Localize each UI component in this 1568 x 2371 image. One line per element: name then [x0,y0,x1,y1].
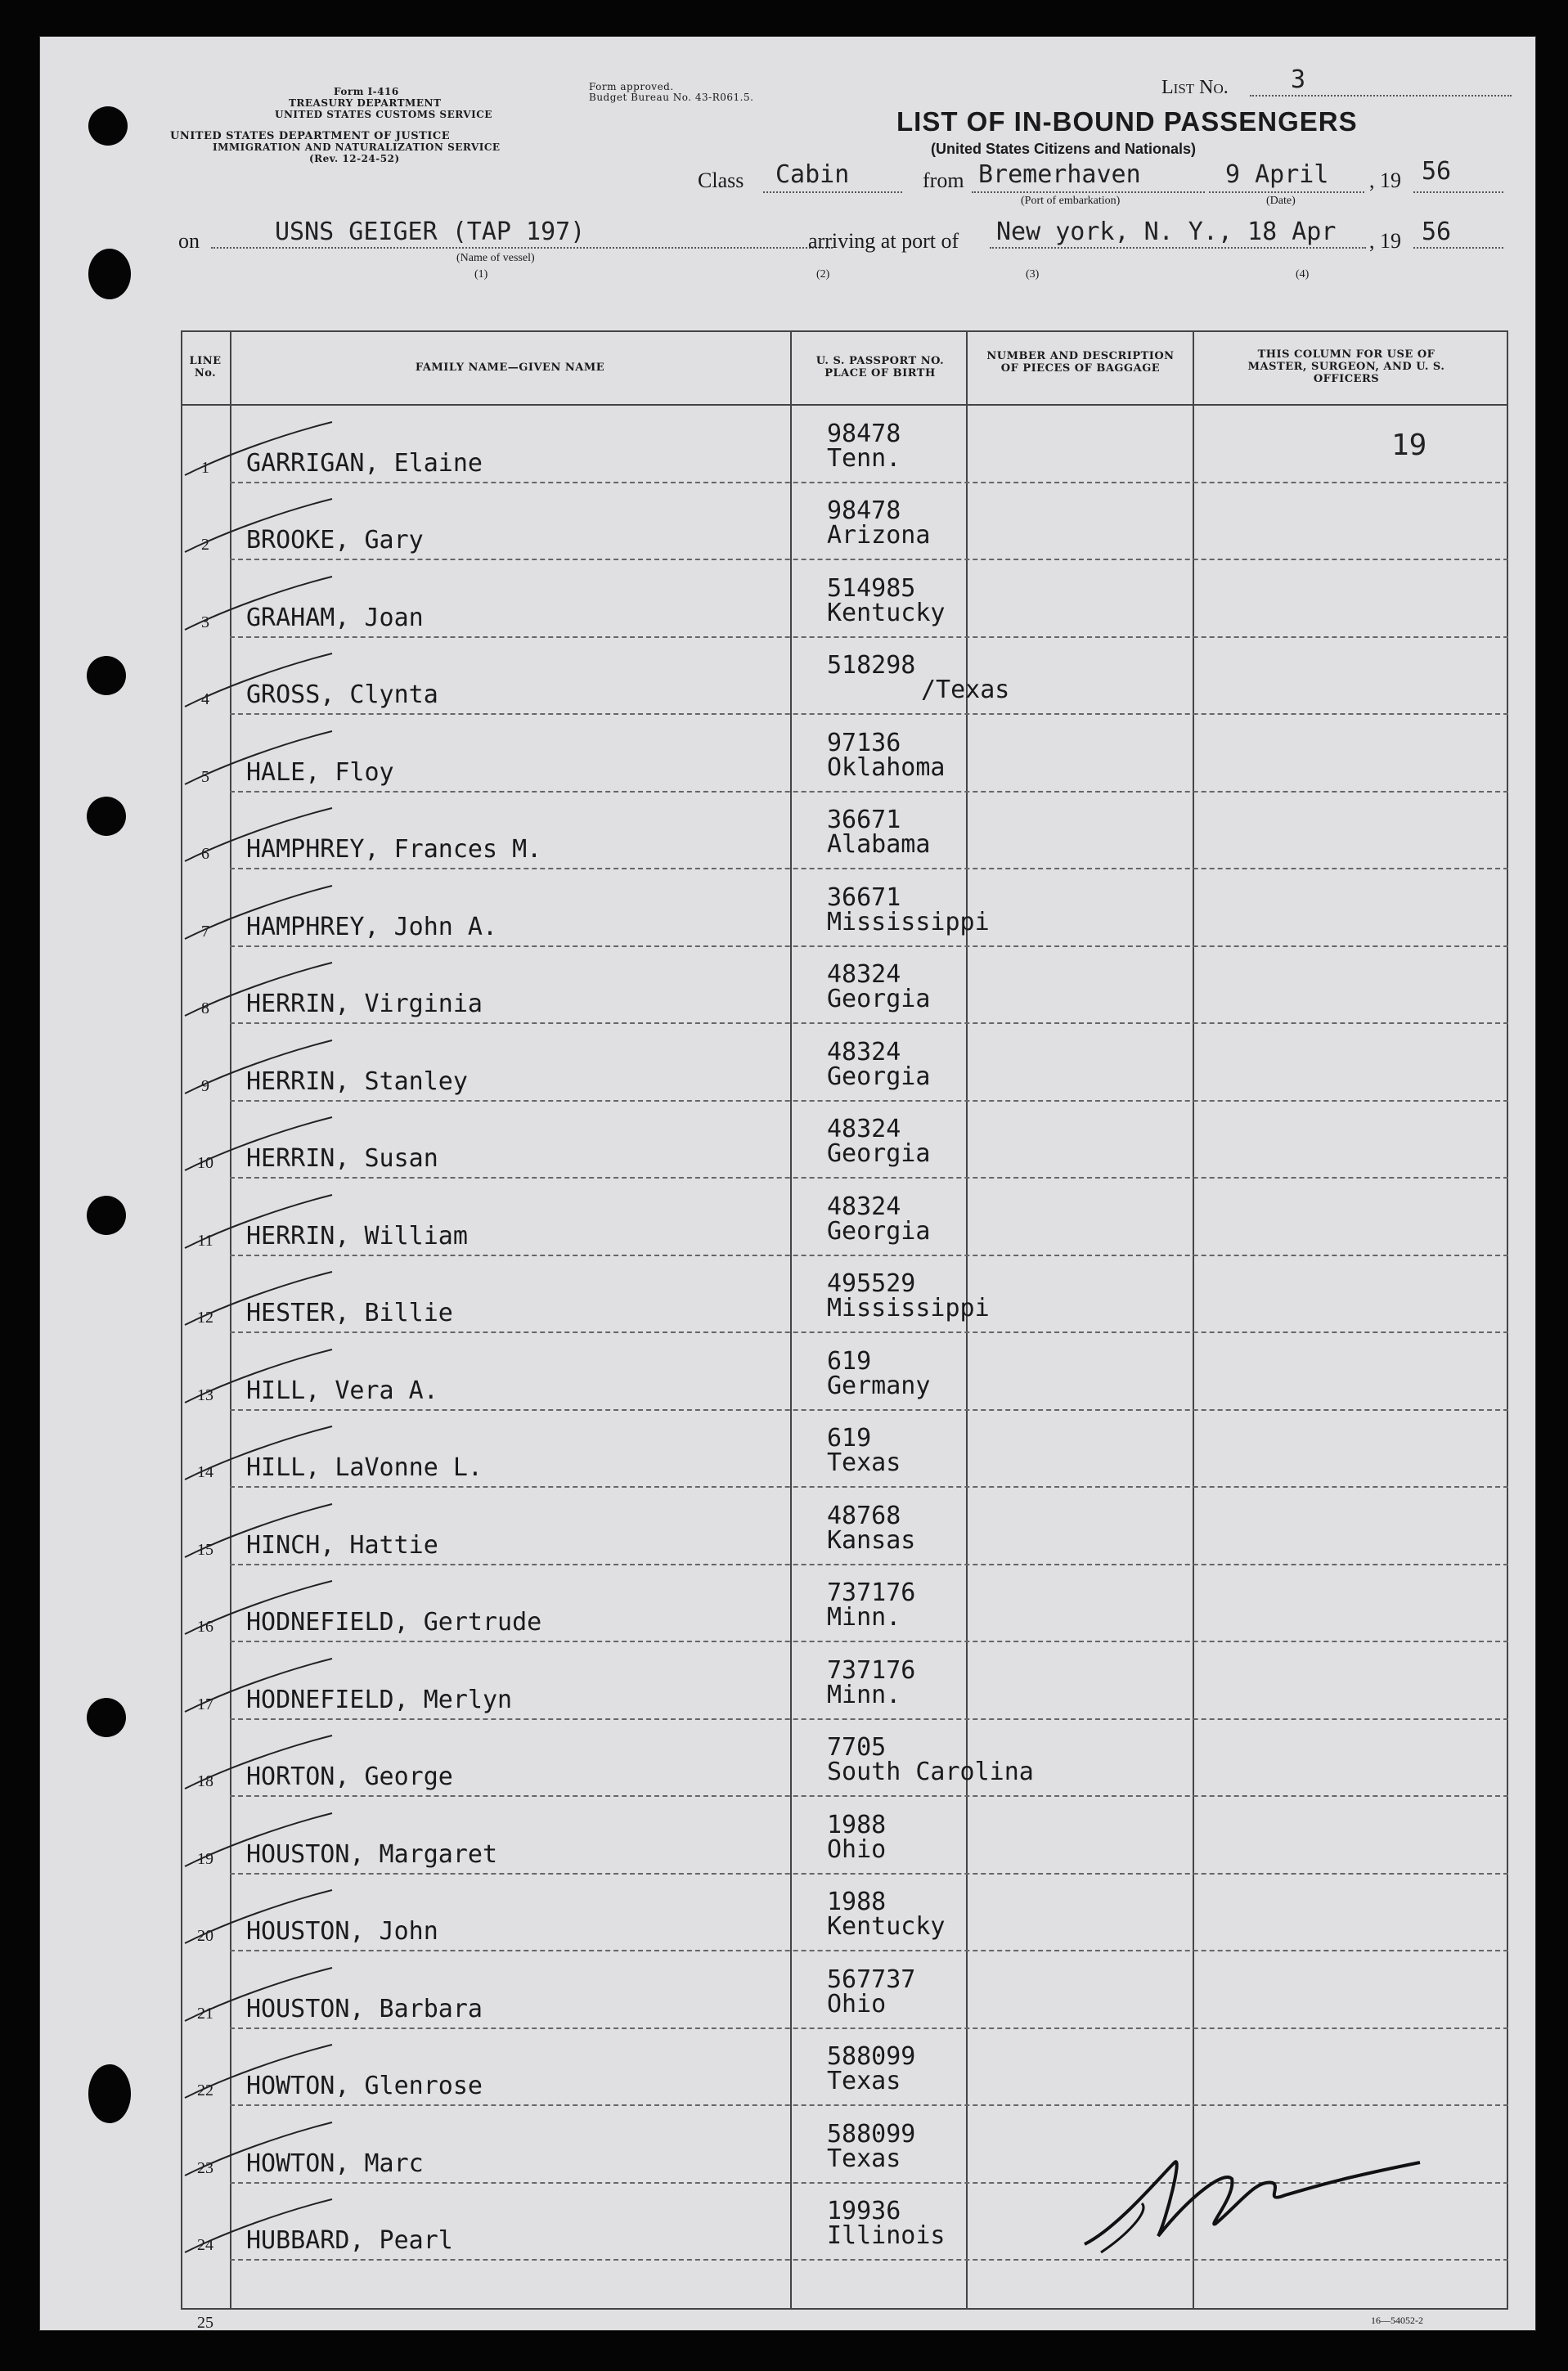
header-line-no: LINE No. [189,355,222,379]
row-divider [230,1873,1508,1875]
place-of-birth: Georgia [827,1216,931,1246]
place-of-birth: Texas [827,2144,901,2173]
check-mark [160,495,340,560]
arrival-year-value: 56 [1422,218,1452,246]
passenger-name: HOWTON, Marc [246,2149,424,2178]
check-mark [160,2041,340,2106]
place-of-birth: Minn. [827,1680,901,1709]
passenger-name: HILL, LaVonne L. [246,1453,483,1482]
check-mark [160,2195,340,2261]
line-number: 22 [197,2081,213,2099]
row-divider [230,636,1508,638]
passport-number: 567737 [827,1965,916,1994]
line-number: 1 [201,458,209,477]
line-number: 24 [197,2236,213,2254]
dept-justice: UNITED STATES DEPARTMENT OF JUSTICE [170,130,451,142]
passenger-name: HERRIN, Susan [246,1144,438,1173]
passenger-name: HILL, Vera A. [246,1376,438,1405]
check-mark [160,1036,340,1102]
passport-number: 36671 [827,806,901,834]
passport-number: 514985 [827,573,916,603]
line-number: 25 [197,2313,213,2332]
passenger-name: BROOKE, Gary [246,526,424,555]
passport-number: 1988 [827,1888,887,1916]
passenger-name: GROSS, Clynta [246,680,438,709]
punch-hole [87,1196,126,1235]
place-of-birth: Mississippi [827,907,990,936]
passenger-name: HOUSTON, Margaret [246,1839,498,1869]
passport-number: 98478 [827,496,901,525]
column-ref-2: (2) [816,268,830,281]
passenger-name: HAMPHREY, Frances M. [246,835,542,864]
row-divider [230,1564,1508,1565]
row-divider [230,1718,1508,1720]
check-mark [160,727,340,793]
dept-treasury: TREASURY DEPARTMENT [289,97,442,109]
list-no-value: 3 [1291,65,1306,94]
passport-number: 619 [827,1424,872,1453]
check-mark [160,1655,340,1720]
passenger-name: GRAHAM, Joan [246,603,424,632]
passport-number: 98478 [827,419,901,448]
check-mark [160,882,340,947]
from-label: from [923,168,964,192]
place-of-birth: Texas [827,2067,901,2095]
line-number: 11 [197,1231,213,1250]
header-baggage: NUMBER AND DESCRIPTION OF PIECES OF BAGGAGE [986,350,1175,375]
date-caption: (Date) [1266,195,1296,207]
check-mark [160,1113,340,1179]
form-sheet [39,36,1536,2331]
punch-hole [88,106,128,146]
row-divider [230,1100,1508,1102]
form-number: Form I-416 [334,86,399,97]
date-value: 9 April [1225,160,1329,189]
place-of-birth: Georgia [827,1139,931,1168]
line-number: 8 [201,999,209,1017]
check-mark [160,418,340,483]
row-divider [230,1331,1508,1333]
form-revision: (Rev. 12-24-52) [309,153,400,164]
row-divider [230,2104,1508,2106]
passport-number: 588099 [827,2042,916,2071]
column-ref-1: (1) [474,268,488,281]
punch-hole [87,1698,126,1737]
row-divider [230,1022,1508,1024]
line-number: 12 [197,1309,213,1327]
row-divider [230,482,1508,483]
form-subtitle: (United States Citizens and Nationals) [931,141,1197,157]
line-number: 13 [197,1385,213,1404]
row-divider [230,1950,1508,1951]
passport-number: 48324 [827,1037,901,1067]
check-mark [160,1886,340,1951]
check-mark [160,649,340,715]
dept-customs: UNITED STATES CUSTOMS SERVICE [275,109,492,120]
passenger-name: HAMPHREY, John A. [246,912,498,941]
class-label: Class [698,168,744,192]
check-mark [160,804,340,869]
passport-number: 588099 [827,2119,916,2149]
place-of-birth: Kentucky [827,1912,946,1941]
row-divider [230,1641,1508,1642]
signature [1068,2146,1436,2261]
check-mark [160,959,340,1024]
vessel-name-value: USNS GEIGER (TAP 197) [275,218,586,246]
passenger-name: HODNEFIELD, Gertrude [246,1608,542,1637]
port-of-embarkation-value: Bremerhaven [978,160,1141,189]
header-officers: THIS COLUMN FOR USE OF MASTER, SURGEON, AND U. S. OFFICERS [1247,348,1445,385]
check-mark [160,1577,340,1642]
officer-note: 19 [1391,429,1427,462]
check-mark [160,573,340,638]
place-of-birth: Georgia [827,1062,931,1091]
on-label: on [178,229,200,253]
passport-number: 48324 [827,1192,901,1221]
passport-number: 518298 [827,651,916,680]
check-mark [160,1422,340,1488]
passenger-name: HERRIN, Virginia [246,990,483,1018]
line-number: 19 [197,1849,213,1868]
place-of-birth: Alabama [827,830,931,859]
line-number: 17 [197,1695,213,1713]
row-divider [230,1795,1508,1797]
check-mark [160,1500,340,1565]
row-divider [230,868,1508,869]
place-of-birth: South Carolina [827,1758,1034,1786]
place-of-birth: Minn. [827,1603,901,1632]
passenger-name: HERRIN, William [246,1221,468,1251]
line-number: 9 [201,1076,209,1095]
line-number: 18 [197,1772,213,1790]
line-number: 10 [197,1154,213,1172]
place-of-birth: Germany [827,1371,931,1400]
passenger-name: HODNEFIELD, Merlyn [246,1685,513,1714]
check-mark [160,1964,340,2029]
line-number: 6 [201,845,209,863]
line-number: 21 [197,2004,213,2023]
arrival-year-prefix: , 19 [1369,229,1401,253]
arriving-label: arriving at port of [808,229,959,253]
dept-immigration: IMMIGRATION AND NATURALIZATION SERVICE [213,141,501,153]
line-number: 3 [201,613,209,631]
punch-hole [88,249,131,299]
passenger-name: HINCH, Hattie [246,1530,438,1560]
passport-number: 619 [827,1346,872,1376]
place-of-birth: Oklahoma [827,752,946,782]
passport-number: 48324 [827,1115,901,1143]
row-divider [230,1177,1508,1179]
punch-hole [87,656,126,695]
line-number: 14 [197,1463,213,1481]
row-divider [230,713,1508,715]
check-mark [160,1268,340,1333]
list-no-label: List No. [1161,77,1229,98]
passport-number: 737176 [827,1655,916,1685]
line-number: 7 [201,922,209,941]
check-mark [160,1191,340,1256]
passenger-name: HUBBARD, Pearl [246,2226,453,2255]
line-number: 4 [201,690,209,708]
passport-number: 19936 [827,2197,901,2225]
passport-number: 495529 [827,1269,916,1298]
row-divider [230,2027,1508,2029]
passenger-name: HESTER, Billie [246,1299,453,1327]
line-number: 23 [197,2158,213,2177]
form-approved: Form approved. [589,81,674,92]
check-mark [160,1809,340,1875]
row-divider [230,1409,1508,1411]
passenger-name: GARRIGAN, Elaine [246,448,483,478]
punch-hole [88,2064,131,2123]
passport-number: 1988 [827,1810,887,1839]
line-number: 2 [201,536,209,554]
place-of-birth: Mississippi [827,1294,990,1322]
class-value: Cabin [775,160,850,189]
place-of-birth: Illinois [827,2221,946,2250]
passenger-name: HOWTON, Glenrose [246,2072,483,2100]
passport-number: 48768 [827,1501,901,1530]
passport-number: 36671 [827,882,901,912]
place-of-birth: Arizona [827,521,931,550]
passenger-name: HERRIN, Stanley [246,1067,468,1096]
passenger-name: HORTON, George [246,1763,453,1791]
place-of-birth: Texas [827,1448,901,1477]
line-number: 20 [197,1927,213,1945]
check-mark [160,1731,340,1797]
year-value: 56 [1422,157,1452,186]
header-passport: U. S. PASSPORT NO. PLACE OF BIRTH [815,355,945,379]
line-number: 5 [201,767,209,786]
passport-number: 7705 [827,1733,887,1762]
footer-code: 16—54052-2 [1371,2315,1423,2326]
header-name: FAMILY NAME—GIVEN NAME [415,361,605,374]
year-prefix: , 19 [1369,168,1401,192]
line-number: 15 [197,1540,213,1559]
punch-hole [87,797,126,836]
passenger-name: HOUSTON, John [246,1917,438,1946]
row-divider [230,1255,1508,1256]
column-ref-4: (4) [1296,268,1310,281]
passenger-name: HALE, Floy [246,757,394,787]
budget-bureau-no: Budget Bureau No. 43-R061.5. [589,92,754,103]
passport-number: 97136 [827,728,901,757]
row-divider [230,559,1508,560]
vessel-caption: (Name of vessel) [456,252,535,264]
passenger-name: HOUSTON, Barbara [246,1994,483,2023]
place-of-birth: Kentucky [827,598,946,627]
port-caption: (Port of embarkation) [1021,195,1121,207]
place-of-birth: Georgia [827,985,931,1013]
column-ref-3: (3) [1026,268,1040,281]
check-mark [160,1345,340,1411]
form-title: LIST OF IN-BOUND PASSENGERS [896,106,1358,137]
place-of-birth: /Texas [921,676,1010,704]
passport-number: 737176 [827,1578,916,1607]
place-of-birth: Ohio [827,1989,887,2018]
place-of-birth: Ohio [827,1834,887,1864]
check-mark [160,2118,340,2184]
row-divider [230,791,1508,793]
line-number: 16 [197,1618,213,1636]
passport-number: 48324 [827,960,901,989]
place-of-birth: Kansas [827,1525,916,1555]
row-divider [230,945,1508,947]
arrival-port-value: New york, N. Y., 18 Apr [996,218,1337,246]
row-divider [230,1486,1508,1488]
place-of-birth: Tenn. [827,443,901,473]
